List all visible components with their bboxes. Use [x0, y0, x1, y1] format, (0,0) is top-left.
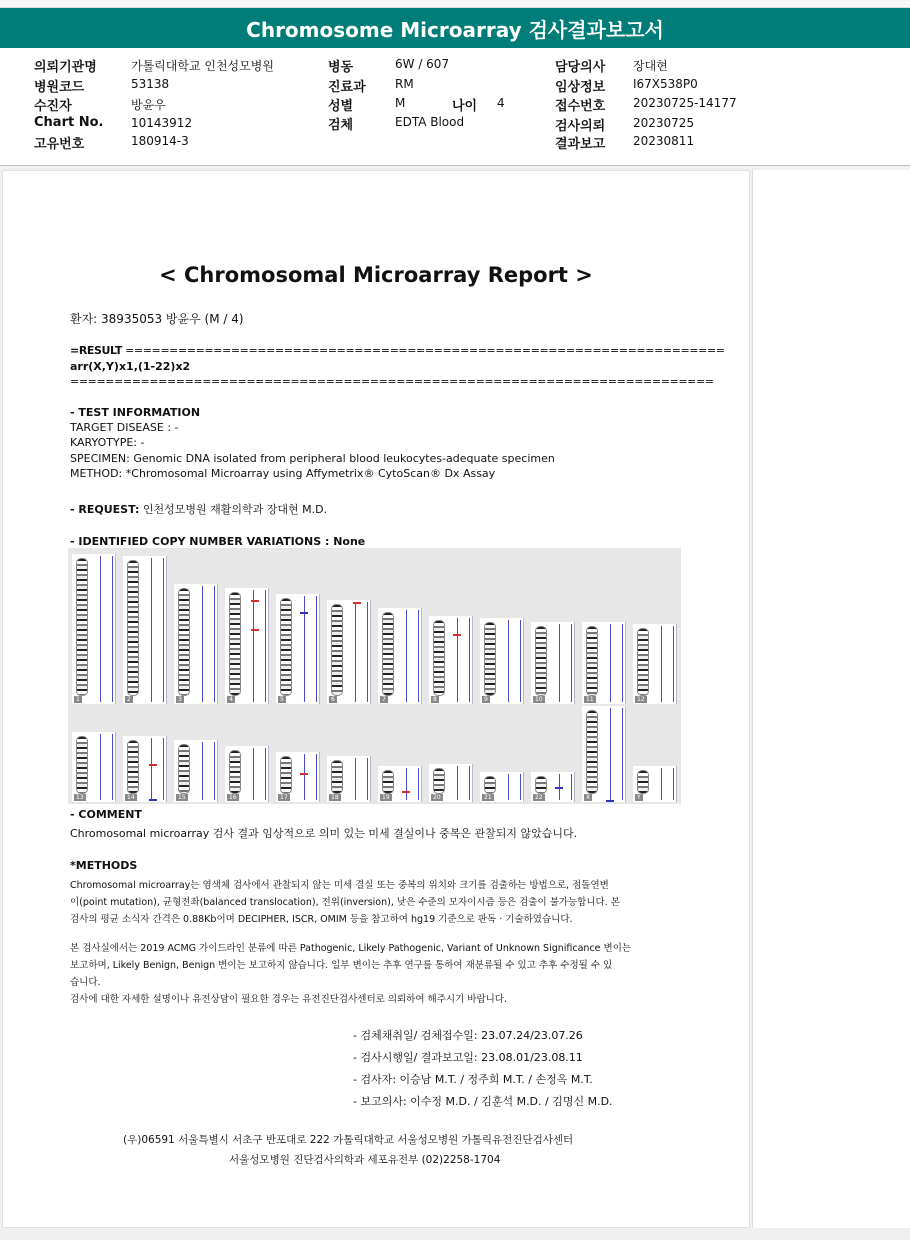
info-label: 진료과 — [328, 80, 366, 95]
methods-line: 이(point mutation), 균형전좌(balanced translocation), 전위(inversion), 낮은 수준의 모자이시즘 등은 검출이 불가능합니다. 본 — [70, 897, 620, 908]
chromosome-13: 13 — [72, 732, 116, 802]
info-label: 고유번호 — [34, 137, 85, 152]
browser-top-strip — [0, 0, 910, 8]
chromosome-14: 14 — [123, 736, 167, 802]
info-label: 담당의사 — [555, 60, 606, 75]
info-value: I67X538P0 — [633, 77, 698, 91]
chromosome-19: 19 — [378, 766, 422, 802]
report-title: < Chromosomal Microarray Report > — [159, 263, 593, 287]
methods-line: 검사에 대한 자세한 설명이나 유전상담이 필요한 경우는 유전진단검사센터로 의뢰하여 해주시기 바랍니다. — [70, 994, 508, 1005]
methods-line: 본 검사실에서는 2019 ACMG 가이드라인 분류에 따른 Pathogenic, Likely Pathogenic, Variant of Unknown Significance 변이는 — [70, 943, 632, 954]
request-label: - REQUEST: — [70, 503, 140, 516]
signoff-line: - 검사자: 이승남 M.T. / 정주희 M.T. / 손정옥 M.T. — [353, 1073, 593, 1086]
info-label: 임상정보 — [555, 80, 606, 95]
side-panel — [752, 170, 910, 1228]
test-info-line: KARYOTYPE: - — [70, 436, 145, 449]
report-header-title: Chromosome Microarray 검사결과보고서 — [0, 8, 910, 48]
methods-line: Chromosomal microarray는 염색체 검사에서 관찰되지 않는 미세 결실 또는 중복의 위치와 크기를 검출하는 방법으로, 점돌연변 — [70, 880, 609, 891]
methods-line: 검사의 평균 소식자 간격은 0.88Kb이며 DECIPHER, ISCR, OMIM 등을 참고하여 hg19 기준으로 판독 · 기술하였습니다. — [70, 914, 573, 925]
info-value: 20230725-14177 — [633, 96, 737, 110]
chromosome-X: X — [582, 706, 626, 802]
info-label: 검사의뢰 — [555, 119, 606, 134]
footer-address: (우)06591 서울특별시 서초구 반포대로 222 가톨릭대학교 서울성모병원 가톨릭유전진단검사센터 — [123, 1134, 574, 1146]
test-info-title: - TEST INFORMATION — [70, 406, 201, 419]
chromosome-12: 12 — [633, 624, 677, 704]
chromosome-10: 10 — [531, 622, 575, 704]
info-label: 검체 — [328, 118, 354, 133]
info-value: 20230811 — [633, 134, 695, 148]
info-value: 장대현 — [633, 59, 668, 73]
result-label: =RESULT — [70, 344, 122, 357]
chromosome-Y: Y — [633, 766, 677, 802]
chromosome-22: 22 — [531, 772, 575, 802]
info-label: 의뢰기관명 — [34, 60, 97, 75]
chromosome-5: 5 — [276, 594, 320, 704]
methods-line: 습니다. — [70, 977, 101, 988]
info-value: 방윤우 — [131, 98, 166, 112]
result-value: arr(X,Y)x1,(1-22)x2 — [70, 360, 191, 373]
chromosome-11: 11 — [582, 622, 626, 704]
chromosome-21: 21 — [480, 772, 524, 802]
info-value: RM — [395, 77, 414, 91]
chromosome-17: 17 — [276, 752, 320, 802]
chromosome-9: 9 — [480, 618, 524, 704]
chromosome-16: 16 — [225, 746, 269, 802]
info-label: 병동 — [328, 60, 354, 75]
result-rule-bottom: ========================================================================= — [70, 375, 714, 388]
test-info-line: TARGET DISEASE : - — [70, 421, 179, 434]
signoff-line: - 보고의사: 이수정 M.D. / 김훈석 M.D. / 김명신 M.D. — [353, 1095, 613, 1108]
info-value: 4 — [497, 96, 505, 110]
footer-contact: 서울성모병원 진단검사의학과 세포유전부 (02)2258-1704 — [229, 1154, 501, 1166]
chromosome-1: 1 — [72, 554, 116, 704]
chromosome-18: 18 — [327, 756, 371, 802]
request-value: 인천성모병원 재활의학과 장대현 M.D. — [142, 503, 328, 516]
chromosome-7: 7 — [378, 608, 422, 704]
info-label: 병원코드 — [34, 80, 85, 95]
chromosome-3: 3 — [174, 584, 218, 704]
info-label: 성별 — [328, 99, 354, 114]
info-value: 20230725 — [633, 116, 695, 130]
info-label: 결과보고 — [555, 137, 606, 152]
info-value: 가톨릭대학교 인천성모병원 — [131, 59, 274, 73]
info-label: 접수번호 — [555, 99, 606, 114]
info-label: 수진자 — [34, 99, 72, 114]
chromosome-6: 6 — [327, 600, 371, 704]
cnv-title: - IDENTIFIED COPY NUMBER VARIATIONS : None — [70, 535, 366, 548]
info-value: 180914-3 — [131, 134, 189, 148]
chromosome-4: 4 — [225, 588, 269, 704]
info-value: 6W / 607 — [395, 57, 450, 71]
info-label: Chart No. — [34, 115, 104, 130]
chromosome-20: 20 — [429, 764, 473, 802]
signoff-line: - 검사시행일/ 결과보고일: 23.08.01/23.08.11 — [353, 1051, 583, 1064]
info-value: 53138 — [131, 77, 170, 91]
info-value: EDTA Blood — [395, 115, 465, 129]
info-label: 나이 — [452, 99, 478, 114]
info-value: M — [395, 96, 406, 110]
info-value: 10143912 — [131, 116, 193, 130]
test-info-line: SPECIMEN: Genomic DNA isolated from peripheral blood leukocytes-adequate specimen — [70, 452, 555, 465]
karyogram-figure — [68, 548, 681, 804]
comment-text: Chromosomal microarray 검사 결과 임상적으로 의미 있는 미세 결실이나 중복은 관찰되지 않았습니다. — [70, 827, 578, 840]
methods-line: 보고하며, Likely Benign, Benign 변이는 보고하지 않습니다. 일부 변이는 추후 연구를 통하여 재분류될 수 있고 추후 수정될 수 있 — [70, 960, 613, 971]
chromosome-8: 8 — [429, 616, 473, 704]
result-rule: ==================================================================== — [125, 344, 725, 357]
comment-title: - COMMENT — [70, 808, 142, 821]
patient-line: 환자: 38935053 방윤우 (M / 4) — [70, 312, 244, 326]
methods-title: *METHODS — [70, 859, 138, 872]
chromosome-15: 15 — [174, 740, 218, 802]
chromosome-2: 2 — [123, 556, 167, 704]
signoff-line: - 검체채취일/ 검체접수일: 23.07.24/23.07.26 — [353, 1029, 583, 1042]
test-info-line: METHOD: *Chromosomal Microarray using Affymetrix® CytoScan® Dx Assay — [70, 467, 496, 480]
patient-info-panel — [0, 48, 910, 166]
